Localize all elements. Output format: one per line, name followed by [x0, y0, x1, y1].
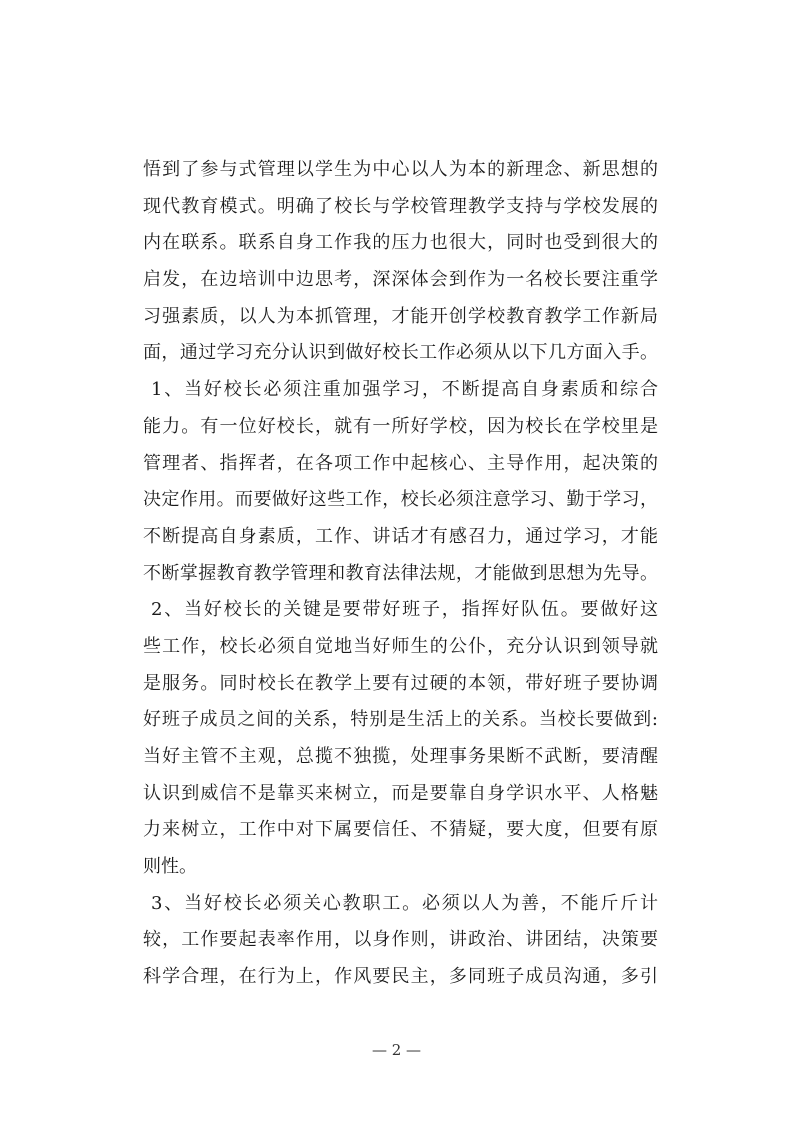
text-line: 好班子成员之间的关系，特别是生活上的关系。当校长要做到: [143, 709, 658, 731]
text-line: 些工作，校长必须自觉地当好师生的公仆，充分认识到领导就 [143, 635, 658, 657]
text-line: 2、当好校长的关键是要带好班子，指挥好队伍。要做好这 [151, 599, 658, 621]
text-line: 悟到了参与式管理以学生为中心以人为本的新理念、新思想的 [143, 159, 658, 180]
text-line: 较，工作要起表率作用，以身作则，讲政治、讲团结，决策要 [143, 929, 658, 951]
text-line: 1、当好校长必须注重加强学习，不断提高自身素质和综合 [151, 379, 658, 401]
document-body [143, 152, 658, 996]
text-line: 则性。 [143, 856, 197, 878]
paragraph [143, 886, 658, 996]
text-line: 不断提高自身素质，工作、讲话才有感召力，通过学习，才能 [143, 525, 658, 547]
text-line: 3、当好校长必须关心教职工。必须以人为善，不能斤斤计 [151, 892, 658, 914]
text-line: 不断掌握教育教学管理和教育法律法规，才能做到思想为先导。 [143, 562, 658, 584]
paragraph [143, 592, 658, 886]
text-line: 决定作用。而要做好这些工作，校长必须注意学习、勤于学习， [143, 489, 658, 511]
text-line: 当好主管不主观，总揽不独揽，处理事务果断不武断，要清醒 [143, 746, 658, 767]
text-line: 面，通过学习充分认识到做好校长工作必须从以下几方面入手。 [143, 342, 658, 364]
text-line: 科学合理，在行为上，作风要民主，多同班子成员沟通，多引 [143, 966, 658, 988]
text-line: 力来树立，工作中对下属要信任、不猜疑，要大度，但要有原 [143, 819, 658, 841]
text-line: 认识到威信不是靠买来树立，而是要靠自身学识水平、人格魅 [143, 782, 658, 804]
paragraph [143, 152, 658, 372]
text-line: 习强素质，以人为本抓管理，才能开创学校教育教学工作新局 [143, 305, 658, 327]
text-line: 内在联系。联系自身工作我的压力也很大，同时也受到很大的 [143, 232, 658, 254]
text-line: 启发，在边培训中边思考，深深体会到作为一名校长要注重学 [143, 269, 658, 291]
paragraph [143, 372, 658, 592]
text-line: 是服务。同时校长在教学上要有过硬的本领，带好班子要协调 [143, 672, 658, 694]
text-line: 现代教育模式。明确了校长与学校管理教学支持与学校发展的 [143, 195, 658, 217]
text-line: 能力。有一位好校长，就有一所好学校，因为校长在学校里是 [143, 415, 658, 437]
page-number: — 2 — [371, 1041, 422, 1059]
text-line: 管理者、指挥者，在各项工作中起核心、主导作用，起决策的 [143, 452, 658, 474]
